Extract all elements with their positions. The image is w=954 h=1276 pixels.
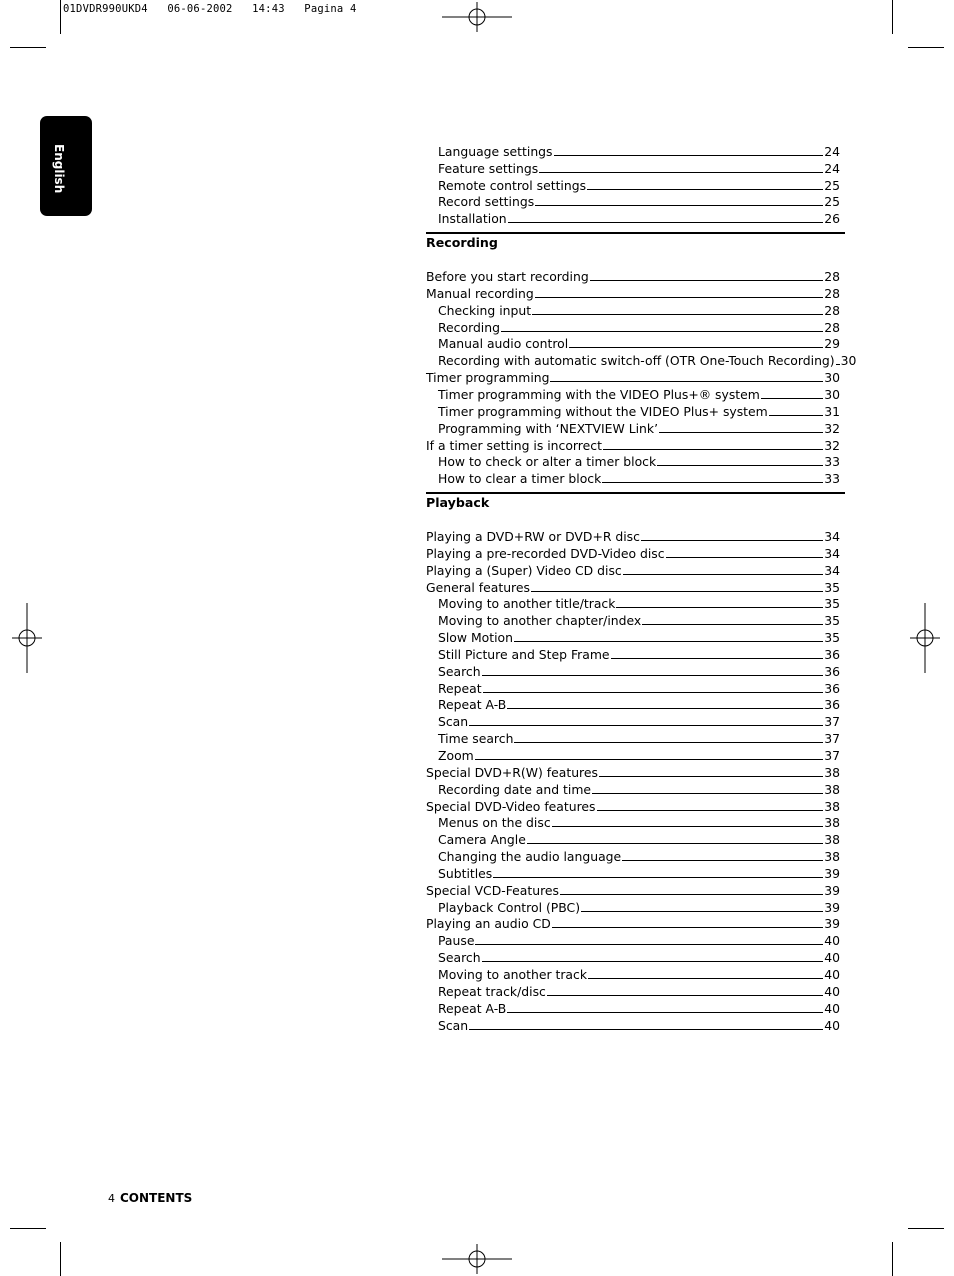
toc-entry-label: Moving to another title/track	[438, 596, 616, 612]
leader-line	[507, 1012, 823, 1013]
toc-entry[interactable]	[426, 284, 840, 301]
toc-entry-page: 40	[824, 1000, 840, 1016]
toc-entry[interactable]	[426, 561, 840, 578]
toc-entry-page: 39	[824, 882, 840, 898]
leader-line	[587, 189, 823, 190]
registration-mark-icon	[442, 1244, 512, 1274]
toc-entry[interactable]	[426, 419, 840, 436]
print-slug: 01DVDR990UKD4 06-06-2002 14:43 Pagina 4	[63, 3, 357, 15]
crop-mark	[60, 0, 61, 34]
registration-mark-icon	[442, 2, 512, 32]
toc-entry[interactable]	[426, 830, 840, 847]
toc-entry[interactable]	[426, 814, 840, 831]
toc-entry[interactable]	[426, 712, 840, 729]
toc-entry[interactable]	[426, 267, 840, 284]
crop-mark	[60, 1242, 61, 1276]
toc-entry-label: Search	[438, 950, 481, 966]
leader-line	[532, 314, 823, 315]
toc-entry[interactable]	[426, 351, 857, 369]
leader-line	[514, 641, 823, 642]
toc-entry-page: 38	[824, 764, 840, 780]
toc-entry[interactable]	[426, 209, 840, 226]
toc-entry[interactable]	[426, 301, 840, 318]
toc-entry-label: Before you start recording	[426, 269, 589, 285]
toc-entry[interactable]	[426, 527, 840, 544]
leader-line	[581, 911, 823, 912]
footer-title: CONTENTS	[120, 1191, 193, 1205]
toc-entry-label: Repeat A-B	[438, 697, 507, 713]
leader-line	[507, 708, 823, 709]
toc-entry-label: Timer programming	[426, 370, 550, 386]
toc-entry-label: Manual recording	[426, 285, 534, 301]
section-heading: Recording	[426, 232, 845, 250]
leader-line	[475, 759, 823, 760]
toc-entry-page: 29	[824, 336, 840, 352]
leader-line	[657, 465, 823, 466]
crop-mark	[908, 1228, 944, 1229]
toc-entry-page: 38	[824, 781, 840, 797]
leader-line	[560, 894, 823, 895]
toc-entry[interactable]	[426, 318, 840, 335]
toc-entry-page: 35	[824, 579, 840, 595]
toc-entry[interactable]	[426, 469, 840, 486]
toc-entry[interactable]	[426, 763, 840, 780]
toc-entry-label: Changing the audio language	[438, 849, 622, 865]
leader-line	[836, 364, 840, 365]
leader-line	[769, 415, 823, 416]
page-footer	[108, 1191, 192, 1205]
toc-entry-label: Recording	[438, 319, 500, 335]
toc-entry[interactable]	[426, 982, 840, 999]
toc-entry-label: Feature settings	[438, 160, 539, 176]
toc-entry-label: Recording with automatic switch-off (OTR One-Touch Recording)	[438, 353, 835, 369]
language-tab	[40, 116, 92, 216]
toc-entry-page: 24	[824, 143, 840, 159]
toc-entry-page: 30	[824, 370, 840, 386]
toc-entry-page: 38	[824, 849, 840, 865]
section-spacer	[426, 510, 840, 527]
toc-entry-page: 36	[824, 680, 840, 696]
toc-entry-page: 34	[824, 562, 840, 578]
crop-mark	[892, 0, 893, 34]
toc-entry-page: 35	[824, 630, 840, 646]
toc-entry-page: 28	[824, 285, 840, 301]
toc-entry[interactable]	[426, 729, 840, 746]
toc-entry-page: 36	[824, 646, 840, 662]
leader-line	[493, 877, 823, 878]
toc-entry[interactable]	[426, 746, 840, 763]
leader-line	[501, 331, 823, 332]
toc-entry-page: 40	[824, 1017, 840, 1033]
toc-entry[interactable]	[426, 864, 840, 881]
leader-line	[602, 482, 823, 483]
toc-entry[interactable]	[426, 898, 840, 915]
toc-entry[interactable]	[426, 453, 840, 470]
crop-mark	[10, 1228, 46, 1229]
leader-line	[659, 432, 823, 433]
toc-entry-page: 30	[824, 386, 840, 402]
toc-entry-page: 35	[824, 596, 840, 612]
toc-entry[interactable]	[426, 595, 840, 612]
toc-entry[interactable]	[426, 965, 840, 982]
toc-entry-page: 31	[824, 403, 840, 419]
toc-entry-page: 39	[824, 899, 840, 915]
toc-entry-page: 37	[824, 714, 840, 730]
toc-entry-page: 36	[824, 697, 840, 713]
toc-entry-label: Recording date and time	[438, 781, 592, 797]
toc-entry[interactable]	[426, 679, 840, 696]
crop-mark	[10, 47, 46, 48]
leader-line	[552, 826, 824, 827]
toc-entry-label: Repeat track/disc	[438, 983, 546, 999]
toc-entry-page: 32	[824, 420, 840, 436]
toc-entry-label: Installation	[438, 211, 507, 227]
toc-entry-label: Pause	[438, 933, 475, 949]
toc-entry[interactable]	[426, 578, 840, 595]
toc-entry-label: Playing a pre-recorded DVD-Video disc	[426, 545, 665, 561]
toc-entry-label: Scan	[438, 714, 469, 730]
leader-line	[623, 574, 823, 575]
toc-entry[interactable]	[426, 931, 840, 948]
toc-entry-label: Playback Control (PBC)	[438, 899, 581, 915]
toc-entry[interactable]	[426, 193, 840, 210]
toc-entry-label: Repeat	[438, 680, 482, 696]
toc-entry-label: Record settings	[438, 194, 535, 210]
toc-entry-label: If a timer setting is incorrect	[426, 437, 602, 453]
toc-entry-label: Search	[438, 663, 481, 679]
toc-entry-page: 40	[824, 983, 840, 999]
leader-line	[531, 591, 823, 592]
leader-line	[535, 297, 824, 298]
toc-entry-page: 28	[824, 319, 840, 335]
page-number: 4	[108, 1192, 115, 1205]
leader-line	[599, 776, 823, 777]
toc-entry-label: Playing a (Super) Video CD disc	[426, 562, 622, 578]
leader-line	[554, 155, 824, 156]
toc-entry-label: General features	[426, 579, 530, 595]
toc-entry-page: 33	[824, 454, 840, 470]
toc-entry-page: 32	[824, 437, 840, 453]
toc-entry[interactable]	[426, 436, 840, 453]
toc-entry[interactable]	[426, 1016, 840, 1033]
crop-mark	[908, 47, 944, 48]
toc-entry-label: Language settings	[438, 143, 553, 159]
toc-entry-label: Camera Angle	[438, 832, 526, 848]
section-spacer	[426, 250, 840, 267]
leader-line	[761, 398, 823, 399]
leader-line	[641, 540, 823, 541]
toc-entry-page: 37	[824, 731, 840, 747]
leader-line	[514, 742, 823, 743]
leader-line	[482, 961, 824, 962]
toc-entry-label: Time search	[438, 731, 514, 747]
toc-entry-label: Playing a DVD+RW or DVD+R disc	[426, 529, 640, 545]
toc-entry-page: 33	[824, 471, 840, 487]
toc-entry[interactable]	[426, 948, 840, 965]
toc-entry[interactable]	[426, 999, 840, 1016]
toc-entry-page: 34	[824, 545, 840, 561]
leader-line	[469, 725, 823, 726]
toc-entry-label: How to check or alter a timer block	[438, 454, 657, 470]
toc-entry-page: 38	[824, 832, 840, 848]
toc-entry-label: Timer programming without the VIDEO Plus+ system	[438, 403, 768, 419]
toc-entry-page: 24	[824, 160, 840, 176]
toc-entry-label: Checking input	[438, 302, 532, 318]
toc-entry[interactable]	[426, 915, 840, 932]
section-heading: Playback	[426, 492, 845, 510]
toc-entry[interactable]	[426, 847, 840, 864]
language-tab-label: English	[52, 144, 66, 194]
toc-entry[interactable]	[426, 780, 840, 797]
toc-entry-page: 25	[824, 177, 840, 193]
leader-line	[666, 557, 824, 558]
leader-line	[527, 843, 823, 844]
leader-line	[590, 280, 824, 281]
table-of-contents	[426, 142, 857, 1033]
toc-entry[interactable]	[426, 159, 840, 176]
leader-line	[616, 607, 823, 608]
leader-line	[642, 624, 823, 625]
toc-entry[interactable]	[426, 385, 840, 402]
toc-entry-page: 40	[824, 966, 840, 982]
toc-entry-label: Slow Motion	[438, 630, 513, 646]
toc-entry[interactable]	[426, 881, 840, 898]
leader-line	[550, 381, 823, 382]
toc-entry-page: 38	[824, 815, 840, 831]
toc-entry[interactable]	[426, 645, 840, 662]
toc-entry[interactable]	[426, 335, 840, 352]
toc-entry-page: 36	[824, 663, 840, 679]
toc-entry[interactable]	[426, 628, 840, 645]
toc-entry[interactable]	[426, 176, 840, 193]
toc-entry-page: 34	[824, 529, 840, 545]
leader-line	[469, 1029, 823, 1030]
leader-line	[539, 172, 823, 173]
toc-entry-label: Menus on the disc	[438, 815, 551, 831]
leader-line	[482, 675, 824, 676]
toc-entry-page: 28	[824, 302, 840, 318]
leader-line	[552, 927, 823, 928]
toc-entry-page: 35	[824, 613, 840, 629]
leader-line	[588, 978, 823, 979]
toc-entry-label: Playing an audio CD	[426, 916, 551, 932]
leader-line	[611, 658, 824, 659]
leader-line	[535, 205, 823, 206]
registration-mark-icon	[12, 603, 42, 673]
toc-entry-label: Subtitles	[438, 865, 493, 881]
toc-entry-label: Zoom	[438, 748, 474, 763]
toc-entry[interactable]	[426, 544, 840, 561]
toc-entry-label: Special VCD-Features	[426, 882, 559, 898]
toc-entry-page: 40	[824, 933, 840, 949]
crop-mark	[892, 1242, 893, 1276]
toc-entry-page: 37	[824, 748, 840, 763]
toc-entry-page: 38	[824, 798, 840, 814]
toc-entry-label: Timer programming with the VIDEO Plus+® system	[438, 386, 760, 402]
toc-entry[interactable]	[426, 662, 840, 679]
leader-line	[597, 810, 824, 811]
toc-entry-label: Remote control settings	[438, 177, 587, 193]
toc-entry-label: How to clear a timer block	[438, 471, 602, 487]
toc-entry[interactable]	[426, 797, 840, 814]
toc-entry[interactable]	[426, 368, 840, 385]
toc-entry-label: Moving to another track	[438, 966, 588, 982]
leader-line	[547, 995, 823, 996]
toc-entry-page: 26	[824, 211, 840, 227]
toc-entry[interactable]	[426, 611, 840, 628]
leader-line	[508, 222, 824, 223]
registration-mark-icon	[910, 603, 940, 673]
leader-line	[483, 692, 824, 693]
toc-entry-label: Special DVD-Video features	[426, 798, 596, 814]
toc-entry-label: Still Picture and Step Frame	[438, 646, 610, 662]
toc-entry-label: Moving to another chapter/index	[438, 613, 642, 629]
toc-entry-page: 25	[824, 194, 840, 210]
leader-line	[475, 944, 823, 945]
toc-entry[interactable]	[426, 402, 840, 419]
toc-entry-label: Repeat A-B	[438, 1000, 507, 1016]
toc-entry-page: 39	[824, 916, 840, 932]
toc-entry-label: Scan	[438, 1017, 469, 1033]
toc-entry-page: 39	[824, 865, 840, 881]
leader-line	[622, 860, 823, 861]
toc-entry-label: Special DVD+R(W) features	[426, 764, 598, 780]
toc-entry[interactable]	[426, 696, 840, 713]
toc-entry-label: Programming with ‘NEXTVIEW Link’	[438, 420, 659, 436]
toc-entry[interactable]	[426, 142, 840, 159]
toc-entry-page: 28	[824, 269, 840, 285]
leader-line	[603, 449, 823, 450]
toc-entry-page: 40	[824, 950, 840, 966]
toc-entry-page: 30	[840, 353, 857, 369]
leader-line	[569, 347, 823, 348]
leader-line	[592, 793, 823, 794]
toc-entry-label: Manual audio control	[438, 336, 569, 352]
